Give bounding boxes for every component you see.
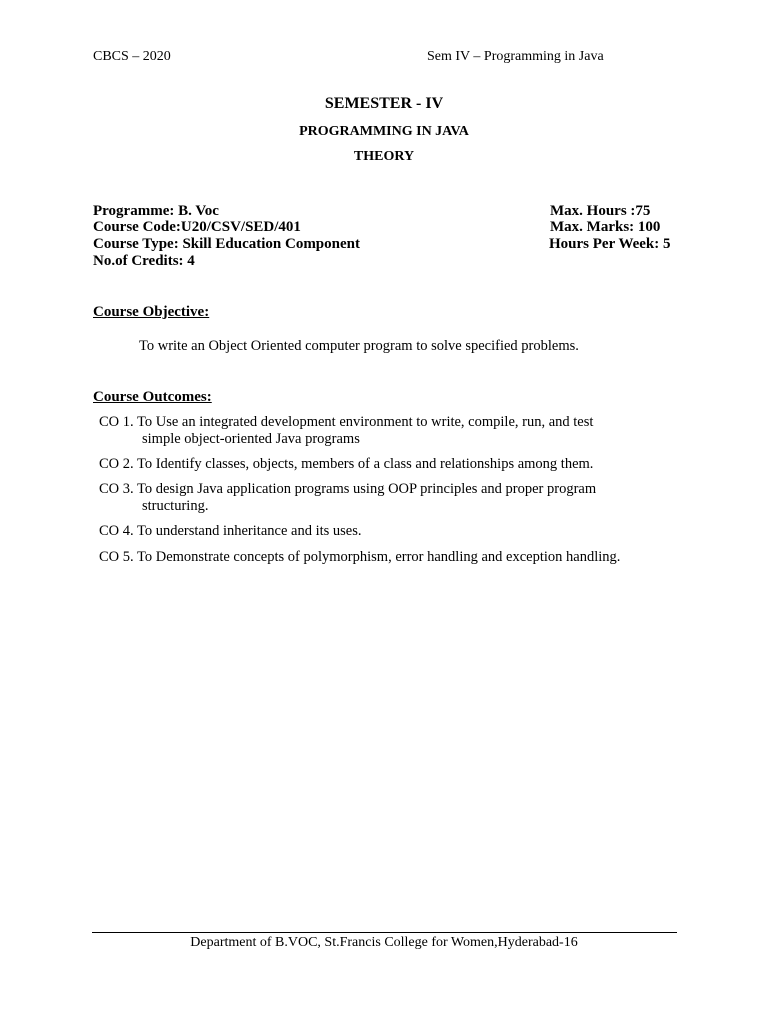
footer-text: Department of B.VOC, St.Francis College for Women,Hyderabad-16 bbox=[190, 935, 578, 950]
header-left: CBCS – 2020 bbox=[93, 49, 171, 64]
outcome-co3-line1: CO 3. To design Java application programs using OOP principles and proper program bbox=[99, 481, 597, 497]
header-right: Sem IV – Programming in Java bbox=[427, 49, 604, 64]
outcome-co1-line2: simple object-oriented Java programs bbox=[142, 431, 360, 447]
course-type-label: Course Type: Skill Education Component bbox=[93, 236, 360, 252]
semester-title: SEMESTER - IV bbox=[324, 95, 444, 112]
course-outcomes-heading: Course Outcomes: bbox=[93, 389, 212, 405]
course-title: PROGRAMMING IN JAVA bbox=[299, 124, 469, 139]
outcome-co5: CO 5. To Demonstrate concepts of polymorphism, error handling and exception handling. bbox=[99, 549, 621, 565]
max-marks-label: Max. Marks: 100 bbox=[550, 219, 661, 235]
course-objective-heading: Course Objective: bbox=[93, 304, 210, 320]
outcome-co4: CO 4. To understand inheritance and its uses. bbox=[99, 523, 362, 539]
hours-per-week-label: Hours Per Week: 5 bbox=[549, 236, 671, 252]
programme-label: Programme: B. Voc bbox=[93, 203, 219, 219]
outcome-co1-line1: CO 1. To Use an integrated development environment to write, compile, run, and test bbox=[99, 414, 594, 430]
course-objective-text: To write an Object Oriented computer program to solve specified problems. bbox=[139, 338, 579, 354]
course-code-label: Course Code:U20/CSV/SED/401 bbox=[93, 219, 301, 235]
credits-label: No.of Credits: 4 bbox=[93, 253, 195, 269]
outcome-co2: CO 2. To Identify classes, objects, members of a class and relationships among them. bbox=[99, 456, 594, 472]
max-hours-label: Max. Hours :75 bbox=[550, 203, 651, 219]
outcome-co3-line2: structuring. bbox=[142, 498, 209, 514]
footer-divider bbox=[92, 932, 677, 933]
theory-label: THEORY bbox=[353, 149, 415, 164]
